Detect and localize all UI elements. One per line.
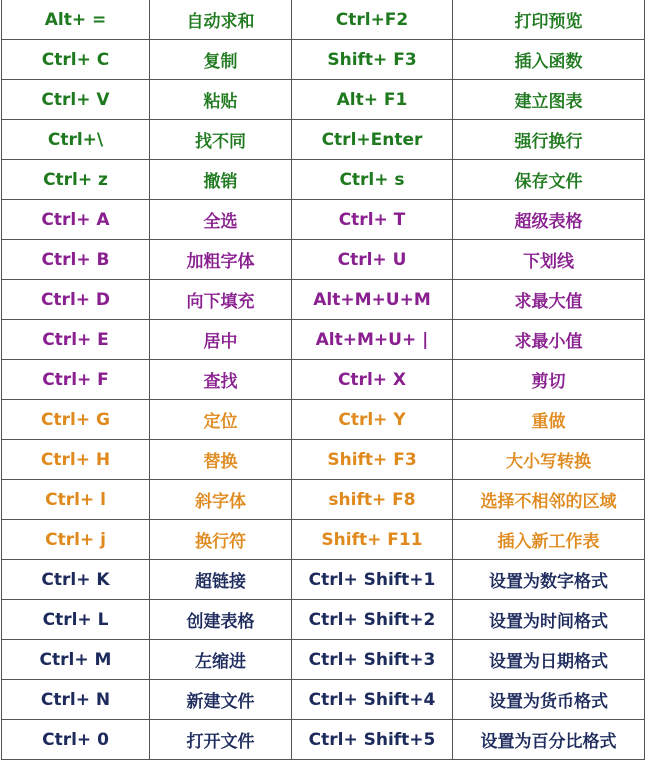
shortcut-key: Ctrl+ F: [2, 360, 150, 400]
table-row: [2, 600, 645, 640]
table-row: [2, 480, 645, 520]
table-row: [2, 240, 645, 280]
shortcut-function: 撤销: [150, 160, 292, 200]
shortcut-function: 找不同: [150, 120, 292, 160]
shortcut-key: Ctrl+ B: [2, 240, 150, 280]
shortcut-key: Ctrl+ z: [2, 160, 150, 200]
shortcut-function: 设置为数字格式: [453, 560, 645, 600]
shortcut-function: 设置为货币格式: [453, 680, 645, 720]
shortcut-function: 超链接: [150, 560, 292, 600]
shortcut-key: Ctrl+ Shift+2: [292, 600, 453, 640]
shortcut-function: 建立图表: [453, 80, 645, 120]
table-row: [2, 0, 645, 40]
shortcut-function: 粘贴: [150, 80, 292, 120]
table-row: [2, 160, 645, 200]
shortcut-key: Ctrl+F2: [292, 0, 453, 40]
shortcut-function: 求最小值: [453, 320, 645, 360]
shortcut-key: Ctrl+ L: [2, 600, 150, 640]
shortcut-key: Ctrl+ s: [292, 160, 453, 200]
shortcut-key: Alt+M+U+ |: [292, 320, 453, 360]
shortcut-function: 全选: [150, 200, 292, 240]
shortcut-function: 左缩进: [150, 640, 292, 680]
shortcut-key: Ctrl+ V: [2, 80, 150, 120]
table-row: [2, 680, 645, 720]
shortcut-key: Ctrl+ G: [2, 400, 150, 440]
table-row: [2, 400, 645, 440]
shortcut-function: 自动求和: [150, 0, 292, 40]
shortcut-key: Ctrl+ Shift+1: [292, 560, 453, 600]
shortcut-function: 强行换行: [453, 120, 645, 160]
table-row: [2, 360, 645, 400]
shortcut-function: 复制: [150, 40, 292, 80]
shortcut-key: Ctrl+Enter: [292, 120, 453, 160]
table-row: [2, 200, 645, 240]
shortcut-function: 换行符: [150, 520, 292, 560]
shortcut-function: 下划线: [453, 240, 645, 280]
shortcut-key: Shift+ F3: [292, 40, 453, 80]
table-row: [2, 120, 645, 160]
shortcut-key: Ctrl+ D: [2, 280, 150, 320]
shortcut-function: 向下填充: [150, 280, 292, 320]
table-row: [2, 80, 645, 120]
shortcut-table-body: [2, 0, 645, 760]
shortcut-function: 插入新工作表: [453, 520, 645, 560]
shortcut-key: Ctrl+ E: [2, 320, 150, 360]
shortcut-function: 加粗字体: [150, 240, 292, 280]
shortcut-function: 设置为日期格式: [453, 640, 645, 680]
shortcut-key: Ctrl+\: [2, 120, 150, 160]
shortcut-key: Shift+ F11: [292, 520, 453, 560]
shortcut-key: Ctrl+ K: [2, 560, 150, 600]
shortcut-key: Alt+ F1: [292, 80, 453, 120]
shortcut-function: 打印预览: [453, 0, 645, 40]
shortcut-key: Ctrl+ l: [2, 480, 150, 520]
shortcut-key: Ctrl+ X: [292, 360, 453, 400]
table-row: [2, 40, 645, 80]
table-row: [2, 560, 645, 600]
shortcut-key: Ctrl+ A: [2, 200, 150, 240]
shortcut-function: 定位: [150, 400, 292, 440]
shortcut-key: Ctrl+ T: [292, 200, 453, 240]
shortcut-key: Ctrl+ C: [2, 40, 150, 80]
shortcut-key: Ctrl+ M: [2, 640, 150, 680]
shortcut-key: Ctrl+ H: [2, 440, 150, 480]
shortcut-function: 新建文件: [150, 680, 292, 720]
shortcut-function: 斜字体: [150, 480, 292, 520]
shortcut-function: 重做: [453, 400, 645, 440]
shortcut-key: Ctrl+ 0: [2, 720, 150, 760]
shortcut-function: 选择不相邻的区域: [453, 480, 645, 520]
shortcut-key: Ctrl+ U: [292, 240, 453, 280]
shortcut-key: Alt+M+U+M: [292, 280, 453, 320]
shortcut-key: Ctrl+ Shift+4: [292, 680, 453, 720]
shortcut-function: 求最大值: [453, 280, 645, 320]
shortcut-key: Ctrl+ Y: [292, 400, 453, 440]
shortcut-function: 大小写转换: [453, 440, 645, 480]
shortcut-key: Ctrl+ j: [2, 520, 150, 560]
shortcut-function: 打开文件: [150, 720, 292, 760]
shortcut-function: 插入函数: [453, 40, 645, 80]
shortcut-key: Ctrl+ N: [2, 680, 150, 720]
shortcut-table: [1, 0, 645, 760]
shortcut-function: 剪切: [453, 360, 645, 400]
shortcut-function: 替换: [150, 440, 292, 480]
table-row: [2, 640, 645, 680]
shortcut-key: Alt+ =: [2, 0, 150, 40]
shortcut-function: 保存文件: [453, 160, 645, 200]
shortcut-key: Shift+ F3: [292, 440, 453, 480]
table-row: [2, 720, 645, 760]
shortcut-function: 创建表格: [150, 600, 292, 640]
shortcut-function: 查找: [150, 360, 292, 400]
table-row: [2, 280, 645, 320]
table-row: [2, 440, 645, 480]
table-row: [2, 520, 645, 560]
table-row: [2, 320, 645, 360]
shortcut-function: 设置为时间格式: [453, 600, 645, 640]
shortcut-key: Ctrl+ Shift+5: [292, 720, 453, 760]
shortcut-function: 居中: [150, 320, 292, 360]
shortcut-function: 设置为百分比格式: [453, 720, 645, 760]
shortcut-key: shift+ F8: [292, 480, 453, 520]
shortcut-function: 超级表格: [453, 200, 645, 240]
shortcut-key: Ctrl+ Shift+3: [292, 640, 453, 680]
